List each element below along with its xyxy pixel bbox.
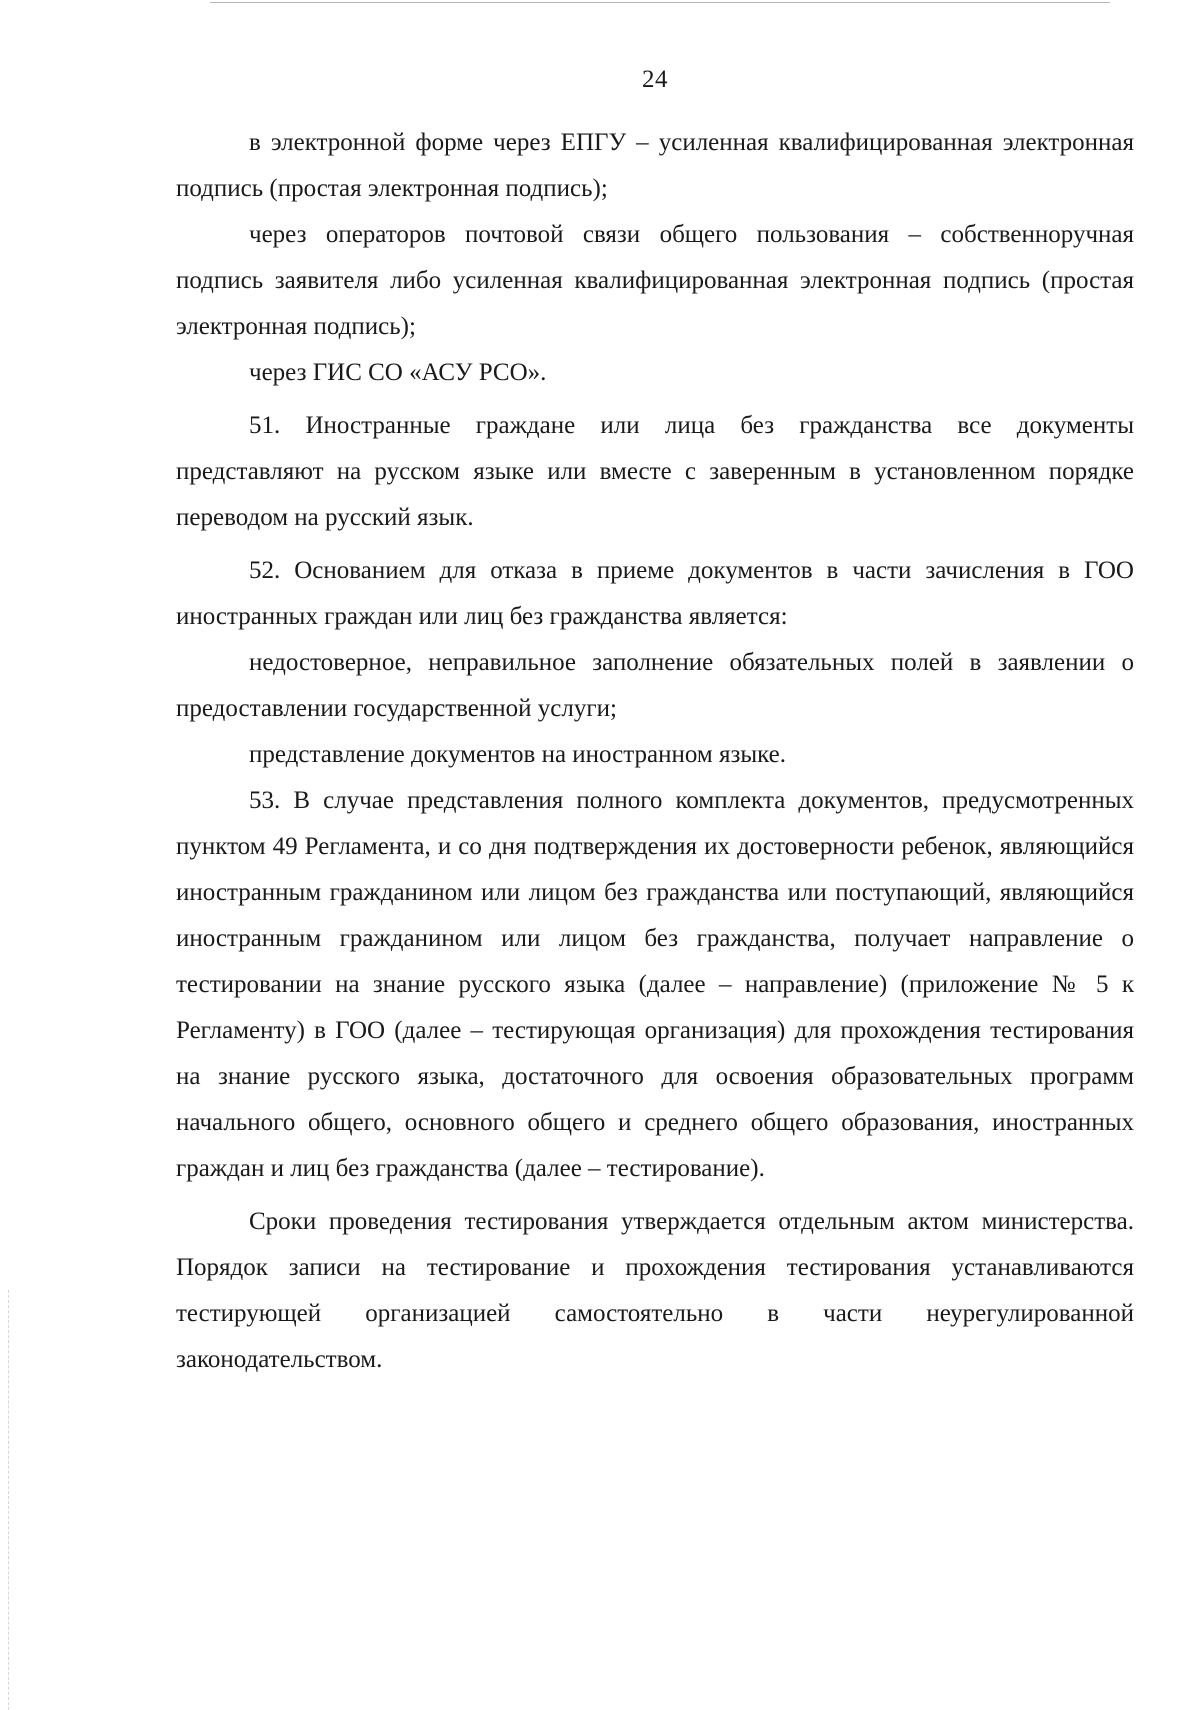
paragraph-testing-terms: Сроки проведения тестирования утверждается отдельным актом министерства. Порядок записи на тестирование и прохождения тестирования устанавливаются тестирующей организацией самостоятельно в части неурегулированной законодательством. <box>176 1208 1134 1373</box>
paragraph-52-item-2: представление документов на иностранном языке. <box>249 741 786 768</box>
paragraph-52-item-1: недостоверное, неправильное заполнение обязательных полей в заявлении о предоставлении государственной услуги; <box>176 649 1134 722</box>
paragraph-signature-gis: через ГИС СО «АСУ РСО». <box>249 359 547 386</box>
paragraph-52: 52. Основанием для отказа в приеме документов в части зачисления в ГОО иностранных граждан или лиц без гражданства является: <box>176 557 1134 630</box>
left-margin-scan-mark <box>8 1290 9 1710</box>
page-number: 24 <box>642 66 668 93</box>
paragraph-53: 53. В случае представления полного комплекта документов, предусмотренных пунктом 49 Регламента, и со дня подтверждения их достоверности ребенок, являющийся иностранным гражданином или лицом без гражданства или поступающий, являющийся иностранным гражданином или лицом без гражданства, получает направление о тестировании на знание русского языка (далее – направление) (приложение № 5 к Регламенту) в ГОО (далее – тестирующая организация) для прохождения тестирования на знание русского языка, достаточного для освоения образовательных программ начального общего, основного общего и среднего общего образования, иностранных граждан и лиц без гражданства (далее – тестирование). <box>176 787 1134 1182</box>
top-border-line <box>210 2 1110 3</box>
paragraph-signature-postal: через операторов почтовой связи общего пользования – собственноручная подпись заявителя либо усиленная квалифицированная электронная подпись (простая электронная подпись); <box>176 221 1134 340</box>
paragraph-signature-epgu: в электронной форме через ЕПГУ – усиленная квалифицированная электронная подпись (простая электронная подпись); <box>176 129 1134 202</box>
document-body <box>176 120 1134 1383</box>
paragraph-51: 51. Иностранные граждане или лица без гражданства все документы представляют на русском языке или вместе с заверенным в установленном порядке переводом на русский язык. <box>176 412 1134 531</box>
